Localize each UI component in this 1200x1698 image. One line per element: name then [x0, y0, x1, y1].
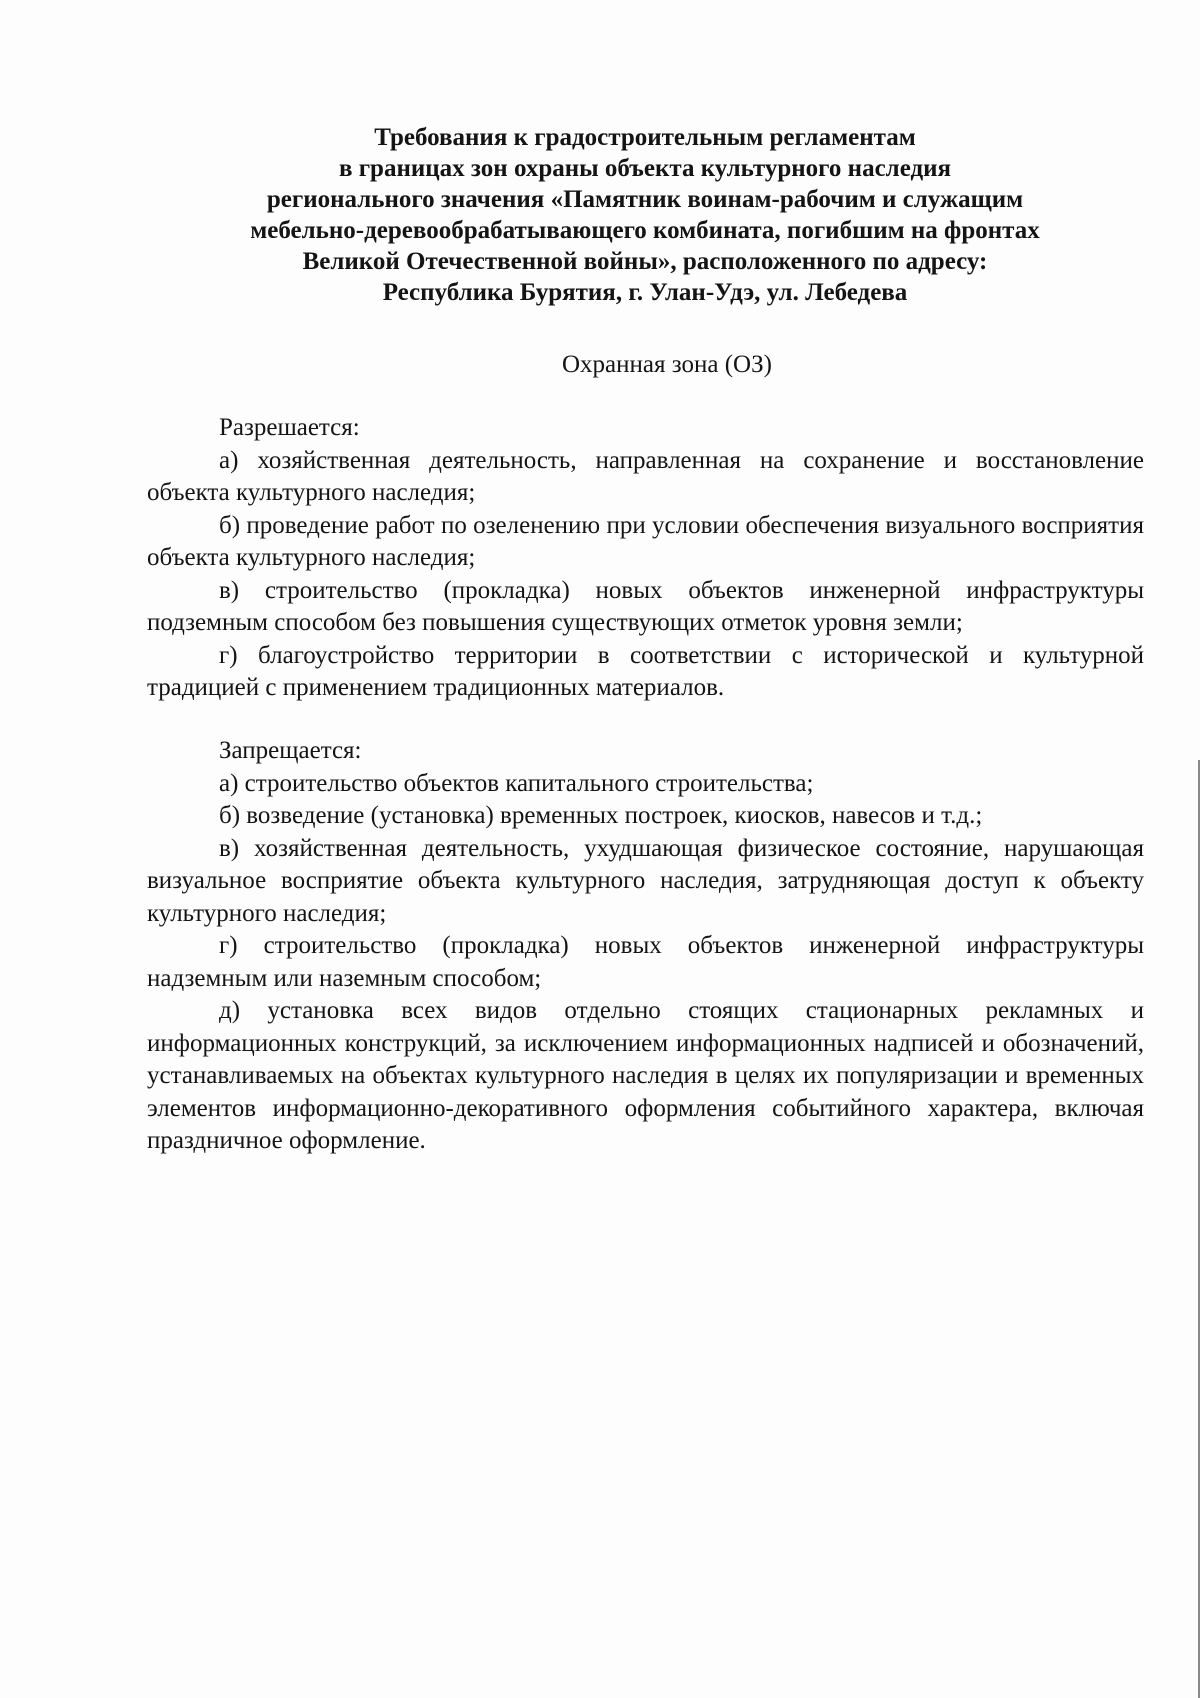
forbidden-heading: Запрещается:	[219, 737, 362, 764]
allowed-item: а) хозяйственная деятельность, направленная на сохранение и восстановление объекта культурного наследия;	[147, 446, 1144, 506]
title-line: в границах зон охраны объекта культурного наследия	[338, 155, 952, 182]
allowed-section	[147, 412, 1144, 705]
title-line: мебельно-деревообрабатывающего комбината, погибшим на фронтах	[250, 217, 1040, 244]
forbidden-item: г) строительство (прокладка) новых объектов инженерной инфраструктуры надземным или наземным способом;	[147, 932, 1144, 992]
forbidden-item: б) возведение (установка) временных построек, киосков, навесов и т.д.;	[219, 802, 983, 829]
allowed-item: б) проведение работ по озеленению при условии обеспечения визуального восприятия объекта культурного наследия;	[147, 511, 1144, 571]
title-line: Великой Отечественной войны», расположенного по адресу:	[302, 248, 988, 275]
allowed-item: в) строительство (прокладка) новых объектов инженерной инфраструктуры подземным способом без повышения существующих отметок уровня земли;	[147, 576, 1144, 636]
document-title	[140, 122, 1150, 308]
allowed-item: г) благоустройство территории в соответствии с исторической и культурной традицией с применением традиционных материалов.	[147, 641, 1144, 701]
title-line: Требования к градостроительным регламентам	[374, 124, 916, 151]
allowed-heading: Разрешается:	[219, 414, 360, 441]
forbidden-item: а) строительство объектов капитального строительства;	[219, 769, 814, 797]
forbidden-section	[147, 735, 1144, 1158]
zone-title: Охранная зона (ОЗ)	[562, 351, 772, 378]
title-line: Республика Бурятия, г. Улан-Удэ, ул. Лебедева	[382, 279, 908, 306]
forbidden-item: в) хозяйственная деятельность, ухудшающая физическое состояние, нарушающая визуальное восприятие объекта культурного наследия, затрудняющая доступ к объекту культурного наследия;	[147, 834, 1144, 927]
forbidden-item: д) установка всех видов отдельно стоящих стационарных рекламных и информационных конструкций, за исключением информационных надписей и обозначений, устанавливаемых на объектах культурного наследия в целях их популяризации и временных элементов информационно-декоративного оформления событийного характера, включая праздничное оформление.	[147, 997, 1144, 1154]
title-line: регионального значения «Памятник воинам-рабочим и служащим	[266, 186, 1024, 213]
